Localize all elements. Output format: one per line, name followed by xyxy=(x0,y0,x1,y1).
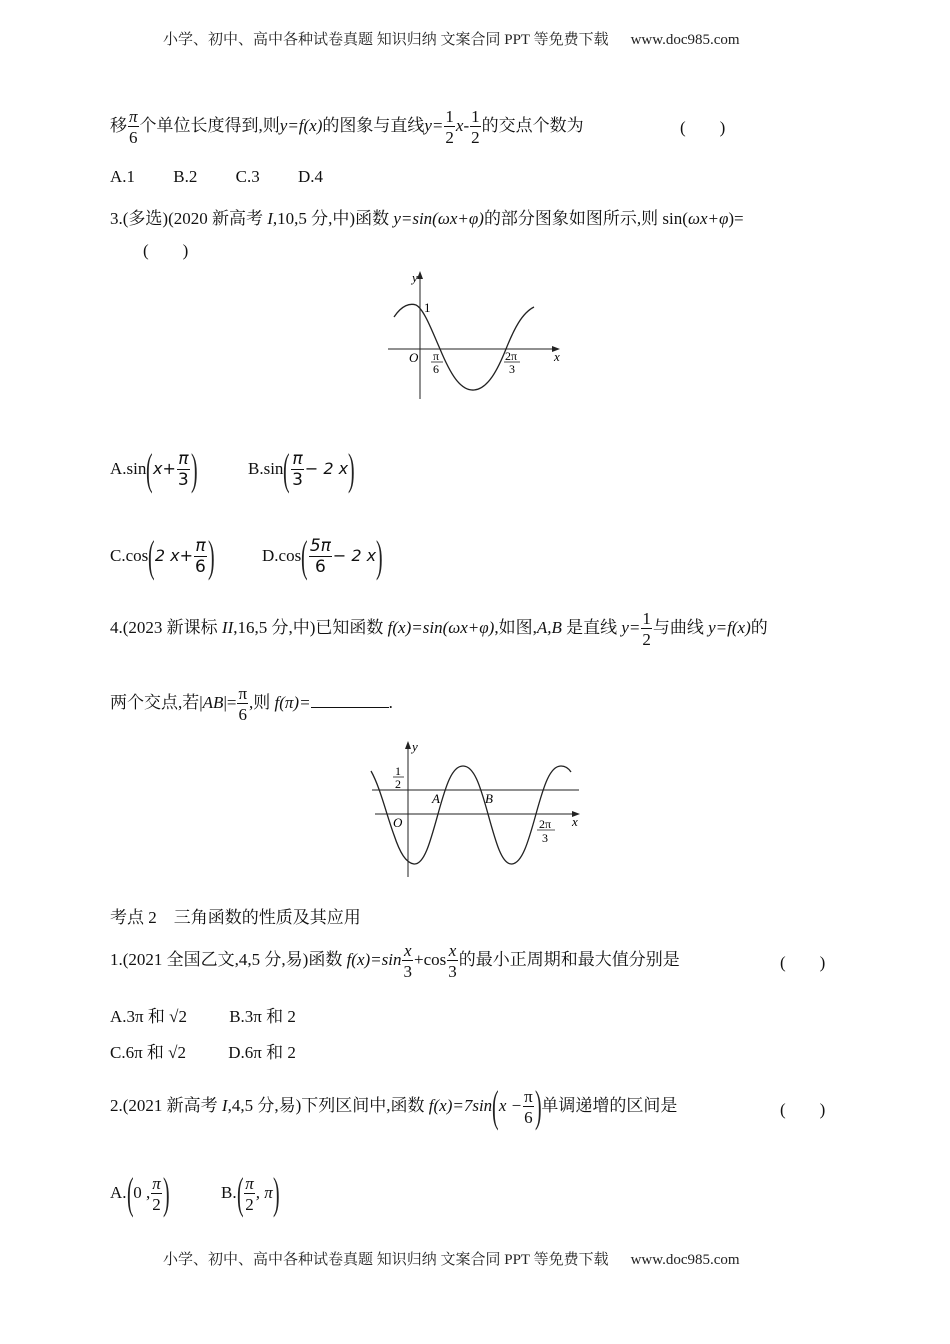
x-tick-2pi3-den: 3 xyxy=(509,362,515,376)
option-d[interactable]: D.4 xyxy=(297,167,323,186)
text: 1.(2021 全国乙文,4,5 分,易)函数 xyxy=(110,949,347,969)
text: 个单位长度得到,则 xyxy=(139,115,280,135)
denominator: 3 xyxy=(403,962,412,981)
question-3-stem xyxy=(110,204,744,229)
numerator: π xyxy=(195,536,206,556)
page-header xyxy=(163,28,740,49)
y-tick-half-den: 2 xyxy=(395,777,401,791)
y-label: y xyxy=(412,739,418,754)
denominator: 6 xyxy=(524,1108,533,1127)
roman-numeral: I xyxy=(267,209,273,228)
text: 是直线 xyxy=(561,617,622,637)
answer-bracket: ( ) xyxy=(143,241,189,260)
s2q1-options-row2 xyxy=(110,1038,330,1063)
text: 的图象与直线 xyxy=(322,115,425,135)
fraction xyxy=(402,942,413,980)
option-label: B. xyxy=(221,1182,237,1202)
x-label: x xyxy=(572,814,578,829)
fraction xyxy=(177,451,190,489)
numerator: 1 xyxy=(471,107,480,126)
math: 2 x+ xyxy=(154,545,194,565)
fraction xyxy=(447,942,458,980)
point-b-label: B xyxy=(485,791,493,806)
option-a[interactable]: A.1 xyxy=(110,167,136,186)
numerator: x xyxy=(448,941,457,960)
denominator: 2 xyxy=(152,1195,161,1214)
text: 与曲线 xyxy=(652,617,709,637)
math: y= xyxy=(621,617,641,637)
numerator: π xyxy=(129,107,138,126)
answer-bracket: ( ) xyxy=(680,118,726,137)
origin-label: O xyxy=(409,350,419,365)
math: f(x)=sin(ωx+φ) xyxy=(387,617,495,637)
numerator: π xyxy=(178,449,189,469)
numerator: 5π xyxy=(309,536,331,556)
text: 的最小正周期和最大值分别是 xyxy=(458,949,680,969)
math: , π xyxy=(255,1182,273,1202)
option-label: A. xyxy=(110,1182,127,1202)
math: f(x)=sin xyxy=(346,949,402,969)
math: − 2 x xyxy=(304,458,349,478)
x-tick-pi6-den: 6 xyxy=(433,362,439,376)
math: 0 , xyxy=(133,1182,151,1202)
sine-curve xyxy=(394,304,534,390)
header-text: 小学、初中、高中各种试卷真题 知识归纳 文案合同 PPT 等免费下载 xyxy=(163,32,609,48)
fraction xyxy=(309,538,332,576)
text: 2.(2021 新高考 xyxy=(110,1095,222,1115)
x-tick-2pi3-num: 2π xyxy=(505,349,518,363)
text: 两个交点,若| xyxy=(110,692,203,712)
denominator: 2 xyxy=(445,128,454,147)
y-label: y xyxy=(412,270,418,285)
option-b[interactable]: B.3π 和 2 xyxy=(229,1007,296,1026)
math: y=f(x) xyxy=(279,115,323,135)
section-title: 考点 2 三角函数的性质及其应用 xyxy=(110,908,361,927)
s2q1-options-row1 xyxy=(110,1002,330,1027)
option-label: D.cos xyxy=(262,545,302,565)
fraction xyxy=(244,1175,255,1213)
question-2-continued xyxy=(110,108,584,146)
numerator: π xyxy=(238,684,248,703)
text: +cos xyxy=(413,949,447,969)
q3-option-c[interactable]: C.cos(2 x+ $\frac{\pi}{6}$ ) xyxy=(110,532,215,581)
math: AB xyxy=(202,692,224,712)
fraction xyxy=(237,685,248,723)
answer-blank[interactable] xyxy=(311,706,389,708)
math: y=sin(ωx+φ) xyxy=(393,209,484,228)
numerator: π xyxy=(245,1174,254,1193)
page-footer xyxy=(163,1248,740,1269)
denominator: 2 xyxy=(245,1195,254,1214)
x-tick-2pi3-num: 2π xyxy=(539,817,552,831)
x-tick-pi6-num: π xyxy=(433,349,440,363)
text: ,则 xyxy=(249,692,275,712)
numerator: 1 xyxy=(642,609,651,628)
math: − 2 x xyxy=(332,545,377,565)
s2q2-option-b[interactable]: B.( $\frac{\pi}{2}$ , π) xyxy=(221,1169,280,1218)
text: 移 xyxy=(110,115,127,135)
text: ,如图, xyxy=(494,617,537,637)
math: y=f(x) xyxy=(708,617,751,637)
roman-numeral: I xyxy=(221,1095,228,1115)
math: x- xyxy=(455,115,470,135)
option-c[interactable]: C.3 xyxy=(235,167,260,186)
math: A,B xyxy=(536,617,562,637)
x-label: x xyxy=(554,349,560,364)
numerator: x xyxy=(403,941,412,960)
fraction xyxy=(470,108,481,146)
text: . xyxy=(388,692,393,712)
y-axis-arrow-icon xyxy=(417,271,423,279)
text: 4.(2023 新课标 xyxy=(110,617,222,637)
text: |= xyxy=(223,692,237,712)
fraction xyxy=(151,1175,162,1213)
y-tick-half-num: 1 xyxy=(395,764,401,778)
denominator: 2 xyxy=(642,630,651,649)
text: ,4,5 分,易)下列区间中,函数 xyxy=(227,1095,429,1115)
y-tick-1: 1 xyxy=(424,300,431,315)
question-2-options xyxy=(110,167,357,187)
numerator: 1 xyxy=(445,107,454,126)
denominator: 6 xyxy=(314,557,326,577)
answer-bracket: ( ) xyxy=(780,1100,826,1119)
option-label: B.sin xyxy=(248,458,284,478)
s2-question-2-stem: 2.(2021 新高考 I,4,5 分,易)下列区间中,函数 f(x)=7sin(x − $\frac{\pi}{6}$ )单调递增的区间是 xyxy=(110,1082,678,1131)
option-d[interactable]: D.6π 和 2 xyxy=(228,1043,296,1062)
numerator: π xyxy=(292,449,303,469)
footer-text: 小学、初中、高中各种试卷真题 知识归纳 文案合同 PPT 等免费下载 xyxy=(163,1252,609,1268)
text: )= xyxy=(728,209,744,228)
point-a-label: A xyxy=(432,791,440,806)
question-4-stem xyxy=(110,610,768,648)
q3-option-a[interactable]: A.sin(x+ $\frac{\pi}{3}$ ) xyxy=(110,445,198,494)
math: f(π)= xyxy=(274,692,311,712)
option-b[interactable]: B.2 xyxy=(173,167,198,186)
denominator: 3 xyxy=(448,962,457,981)
option-c[interactable]: C.6π 和 √2 xyxy=(110,1043,187,1062)
q3-option-d[interactable]: D.cos( $\frac{5\pi}{6}$ − 2 x) xyxy=(262,532,383,581)
footer-url: www.doc985.com xyxy=(630,1252,740,1268)
answer-bracket: ( ) xyxy=(780,953,826,972)
text: ,16,5 分,中)已知函数 xyxy=(233,617,388,637)
math: f(x)=7sin xyxy=(428,1095,493,1115)
math: y= xyxy=(424,115,444,135)
fraction xyxy=(128,108,139,146)
header-url: www.doc985.com xyxy=(630,32,740,48)
s2-question-1-stem xyxy=(110,942,680,980)
roman-numeral: II xyxy=(221,617,234,637)
question-4-line2 xyxy=(110,685,393,723)
y-axis-arrow-icon xyxy=(405,741,411,749)
math: ωx+φ xyxy=(687,209,729,228)
option-label: C.cos xyxy=(110,545,149,565)
origin-label: O xyxy=(393,815,403,830)
fraction xyxy=(444,108,455,146)
fraction xyxy=(194,538,207,576)
s2q2-option-a[interactable]: A.(0 , $\frac{\pi}{2}$ ) xyxy=(110,1169,170,1218)
q3-sine-graph xyxy=(380,265,570,405)
text: 的部分图象如图所示,则 sin( xyxy=(483,209,688,228)
text: 3.(多选)(2020 新高考 xyxy=(110,209,268,228)
text: 单调递增的区间是 xyxy=(541,1095,678,1115)
denominator: 3 xyxy=(292,470,303,490)
numerator: π xyxy=(152,1174,161,1193)
fraction xyxy=(291,451,304,489)
text: ,10,5 分,中)函数 xyxy=(272,209,394,228)
option-a[interactable]: A.3π 和 √2 xyxy=(110,1007,187,1026)
math: x − xyxy=(498,1095,523,1115)
denominator: 6 xyxy=(129,128,138,147)
numerator: π xyxy=(524,1087,533,1106)
q4-sine-graph xyxy=(360,735,590,880)
denominator: 6 xyxy=(195,557,206,577)
x-tick-2pi3-den: 3 xyxy=(542,831,548,845)
math: x+ xyxy=(153,458,176,478)
text: 的 xyxy=(750,617,768,637)
q3-option-b[interactable]: B.sin( $\frac{\pi}{3}$ − 2 x) xyxy=(248,445,355,494)
text: 的交点个数为 xyxy=(481,115,584,135)
fraction xyxy=(641,610,652,648)
denominator: 2 xyxy=(471,128,480,147)
denominator: 6 xyxy=(238,705,247,724)
denominator: 3 xyxy=(177,470,189,490)
fraction xyxy=(523,1088,534,1126)
option-label: A.sin xyxy=(110,458,147,478)
